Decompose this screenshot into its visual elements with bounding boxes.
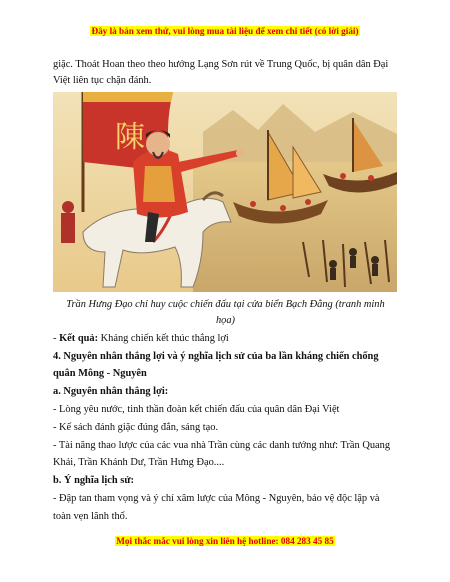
preview-notice-banner — [0, 26, 450, 36]
paragraph-line: Việt liên tục chặn đánh. — [53, 75, 152, 86]
result-prefix: - — [53, 333, 60, 344]
list-item: Khải, Trần Khánh Dư, Trần Hưng Đạo.... — [53, 457, 225, 468]
result-text: Kháng chiến kết thúc thắng lợi — [98, 333, 229, 344]
battle-illustration — [53, 92, 397, 292]
list-item: - Tài năng thao lược của các vua nhà Trần cùng các danh tướng như: Trần Quang — [53, 440, 391, 451]
hotline-text: Mọi thắc mắc vui lòng xin liên hệ hotline: 084 283 45 85 — [116, 536, 334, 546]
subsection-heading: b. Ý nghĩa lịch sử: — [53, 475, 135, 486]
hotline-banner — [0, 536, 450, 546]
section-heading: 4. Nguyên nhân thắng lợi và ý nghĩa lịch sử của ba lần kháng chiến chống — [53, 351, 379, 362]
subsection-heading: a. Nguyên nhân thắng lợi: — [53, 386, 169, 397]
svg-text:陳: 陳 — [115, 120, 145, 155]
list-item: - Kế sách đánh giặc đúng đắn, sáng tạo. — [53, 422, 219, 433]
list-item: toàn vẹn lãnh thổ. — [53, 511, 128, 522]
result-label: Kết quả: — [59, 333, 99, 344]
section-heading: quân Mông - Nguyên — [53, 368, 147, 379]
image-caption-line: Trần Hưng Đạo chỉ huy cuộc chiến đấu tại cửa biển Bạch Đằng (tranh minh — [66, 299, 385, 310]
list-item: - Lòng yêu nước, tinh thần đoàn kết chiến đấu của quân dân Đại Việt — [53, 404, 340, 415]
preview-notice-text: Đây là bản xem thử, vui lòng mua tài liệu để xem chi tiết (có lời giải) — [91, 26, 359, 36]
paragraph-line: giặc. Thoát Hoan theo theo hướng Lạng Sơn rút về Trung Quốc, bị quân dân Đại — [53, 59, 389, 70]
list-item: - Đập tan tham vọng và ý chí xâm lược của Mông - Nguyên, bảo vệ độc lập và — [53, 493, 380, 504]
image-caption-line: họa) — [215, 315, 236, 326]
result-line — [53, 332, 398, 345]
